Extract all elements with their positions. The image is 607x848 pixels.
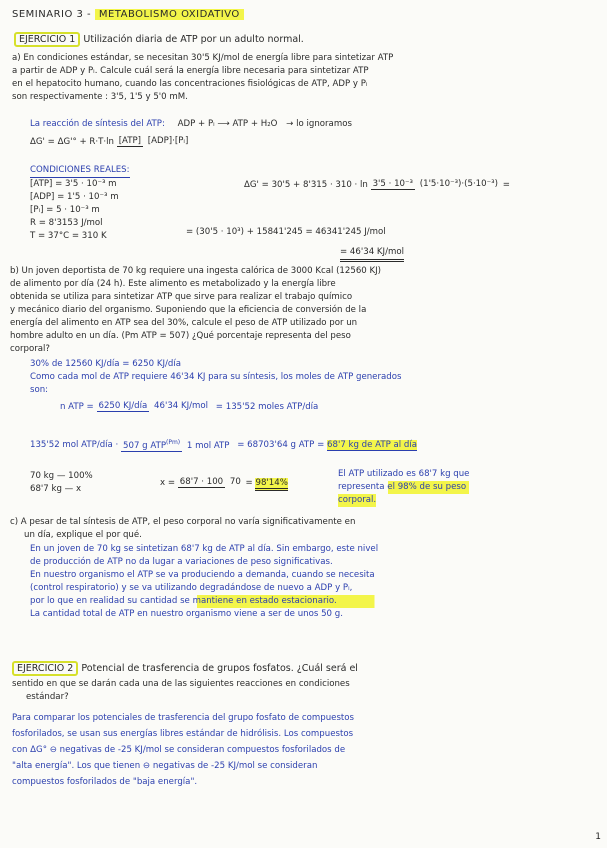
- ex1-a-line: a) En condiciones estándar, se necesitan 30'5 KJ/mol de energía libre para sintetizar ATP: [12, 53, 394, 63]
- dg-formula-left: ΔG' = ΔG'° + R·T·ln: [30, 137, 114, 147]
- b-mass-den: 1 mol ATP: [186, 440, 230, 451]
- condition-line: [ADP] = 1'5 · 10⁻³ m: [30, 192, 119, 202]
- ex2-header: [12, 662, 358, 675]
- ex1-b-line: y mecánico diario del organismo. Suponiendo que la eficiencia de conversión de la: [10, 305, 367, 315]
- b-natp-num: 6250 KJ/día: [98, 401, 148, 411]
- b-x-result: 98'14%: [255, 478, 287, 491]
- ex1-b-line: b) Un joven deportista de 70 kg requiere una ingesta calórica de 3000 Kcal (12560 KJ): [10, 266, 382, 276]
- ex2-q-line: estándar?: [26, 692, 69, 702]
- dg-formula: [30, 135, 190, 149]
- calc3: [340, 246, 404, 262]
- ex2-title: Potencial de trasferencia de grupos fosfatos. ¿Cuál será el: [81, 663, 358, 674]
- b-mass-sup: (Pm): [166, 439, 181, 446]
- ex1-b-line: hombre adulto en un día. (Pm ATP = 507) ¿Qué porcentaje representa del peso: [10, 331, 351, 341]
- calc1-num: 3'5 · 10⁻³: [372, 179, 414, 189]
- reaction-eq: ADP + Pᵢ ⟶ ATP + H₂O: [177, 119, 278, 129]
- b-x-num: 68'7 · 100: [179, 477, 224, 487]
- b-mass-num: 507 g ATP: [123, 440, 166, 451]
- ex1-c-text: [10, 516, 355, 542]
- condition-line: [ATP] = 3'5 · 10⁻³ m: [30, 179, 117, 189]
- b-rule1: 70 kg — 100%: [30, 471, 93, 481]
- c-ans-line: En nuestro organismo el ATP se va produciendo a demanda, cuando se necesita: [30, 570, 375, 580]
- conditions: [30, 164, 130, 243]
- b-natp: [60, 400, 318, 414]
- page-number: 1: [595, 832, 601, 842]
- dg-formula-num: [ATP]: [118, 136, 142, 146]
- dg-formula-den: [ADP]·[Pᵢ]: [147, 136, 189, 146]
- ex1-a-line: son respectivamente : 3'5, 1'5 y 5'0 mM.: [12, 92, 188, 102]
- calc1-eq: =: [502, 180, 510, 190]
- calc3-result: = 46'34 KJ/mol: [340, 246, 404, 262]
- seminar-title: METABOLISMO OXIDATIVO: [95, 9, 244, 20]
- c-answer: [30, 543, 378, 621]
- conditions-title: CONDICIONES REALES:: [30, 164, 130, 178]
- b-natp-right: = 135'52 moles ATP/día: [215, 402, 319, 412]
- b-ans3: son:: [30, 385, 49, 395]
- ex2-ans-line: compuestos fosforilados de "baja energía".: [12, 777, 198, 787]
- b-mass-left: 135'52 mol ATP/día ·: [30, 439, 119, 450]
- ex1-b-line: de alimento por día (24 h). Este alimento es metabolizado y la energía libre: [10, 279, 336, 289]
- calc1-left: ΔG' = 30'5 + 8'315 · 310 · ln: [244, 180, 368, 190]
- b-ans1: 30% de 12560 KJ/día = 6250 KJ/día: [30, 359, 181, 369]
- ex2-ans-line: con ΔG° ⊖ negativas de -25 KJ/mol se consideran compuestos fosforilados de: [12, 745, 346, 755]
- ex1-b-line: obtenida se utiliza para sintetizar ATP que sirve para realizar el trabajo químico: [10, 292, 353, 302]
- calc2: = (30'5 · 10³) + 15841'245 = 46341'245 J/mol: [186, 227, 386, 237]
- b-concl-line: corporal.: [338, 495, 377, 505]
- calc1: [244, 178, 510, 192]
- b-rule2: 68'7 kg — x: [30, 484, 82, 494]
- b-x: [160, 476, 288, 490]
- c-ans-line: por lo que en realidad su cantidad se mantiene en estado estacionario.: [30, 595, 378, 608]
- c-ans-line: (control respiratorio) y se va utilizando degradándose de nuevo a ADP y Pᵢ,: [30, 583, 353, 593]
- c-ans-line: En un joven de 70 kg se sintetizan 68'7 kg de ATP al día. Sin embargo, este nivel: [30, 544, 379, 554]
- b-x-frac: [178, 476, 243, 489]
- ex1-a-text: [12, 52, 393, 104]
- ex2-label: EJERCICIO 2: [12, 661, 78, 676]
- b-mass-right: = 68703'64 g ATP =: [237, 439, 325, 450]
- b-natp-frac: [97, 400, 211, 413]
- calc1-frac: [371, 178, 500, 191]
- condition-line: R = 8'3153 J/mol: [30, 218, 103, 228]
- c-ans-line: La cantidad total de ATP en nuestro organismo viene a ser de unos 50 g.: [30, 609, 343, 619]
- c-ans-line: de producción de ATP no da lugar a variaciones de peso significativas.: [30, 557, 333, 567]
- reaction-prefix: La reacción de síntesis del ATP:: [30, 119, 165, 129]
- b-mass: [30, 436, 417, 453]
- ex1-c-line: un día, explique el por qué.: [24, 530, 142, 540]
- ex1-title: Utilización diaria de ATP por un adulto normal.: [83, 34, 304, 45]
- ex1-label: EJERCICIO 1: [14, 32, 80, 47]
- b-x-left: x =: [160, 478, 176, 488]
- reaction-line: [30, 118, 352, 131]
- ex1-a-line: a partir de ADP y Pᵢ. Calcule cuál será la energía libre necesaria para sintetizar ATP: [12, 66, 369, 76]
- seminar-label: SEMINARIO 3 -: [12, 9, 92, 20]
- ex1-a-line: en el hepatocito humano, cuando las concentraciones fisiológicas de ATP, ADP y Pᵢ: [12, 79, 368, 89]
- b-ans2: Como cada mol de ATP requiere 46'34 KJ para su síntesis, los moles de ATP generados: [30, 372, 402, 382]
- ex2-ans-line: Para comparar los potenciales de trasferencia del grupo fosfato de compuestos: [12, 713, 355, 723]
- b-mass-result: 68'7 kg de ATP al día: [327, 439, 418, 450]
- ex1-b-line: corporal?: [10, 344, 50, 354]
- b-x-eq: =: [245, 478, 253, 488]
- ex2-answer: [12, 710, 354, 790]
- ex2-question: [12, 678, 350, 704]
- ex1-b-text: [10, 265, 381, 356]
- b-concl-line: El ATP utilizado es 68'7 kg que: [338, 469, 470, 479]
- b-answer: [30, 358, 401, 397]
- b-x-den: 70: [229, 477, 241, 487]
- b-natp-den: 46'34 KJ/mol: [154, 401, 209, 411]
- dg-formula-frac: [117, 135, 191, 148]
- condition-line: T = 37°C = 310 K: [30, 231, 107, 241]
- b-natp-left: n ATP =: [60, 402, 94, 412]
- b-rule: [30, 470, 93, 496]
- header: [12, 8, 244, 21]
- ex1-c-line: c) A pesar de tal síntesis de ATP, el peso corporal no varía significativamente en: [10, 517, 356, 527]
- ex2-ans-line: "alta energía". Los que tienen ⊖ negativas de -25 KJ/mol se consideran: [12, 761, 318, 771]
- ex1-b-line: energía del alimento en ATP sea del 30%, calcule el peso de ATP utilizado por un: [10, 318, 358, 328]
- b-conclusion: [338, 468, 469, 507]
- b-mass-num-wrap: [121, 441, 182, 452]
- condition-line: [Pᵢ] = 5 · 10⁻³ m: [30, 205, 100, 215]
- ex2-ans-line: fosforilados, se usan sus energías libres estándar de hidrólisis. Los compuestos: [12, 729, 354, 739]
- reaction-note: → lo ignoramos: [286, 119, 352, 129]
- calc1-den: (1'5·10⁻³)·(5·10⁻³): [419, 179, 498, 189]
- b-mass-frac: [121, 436, 231, 453]
- b-concl-line: representa el 98% de su peso: [338, 481, 469, 494]
- ex2-q-line: sentido en que se darán cada una de las siguientes reacciones en condiciones: [12, 679, 350, 689]
- ex1-header: [14, 33, 304, 46]
